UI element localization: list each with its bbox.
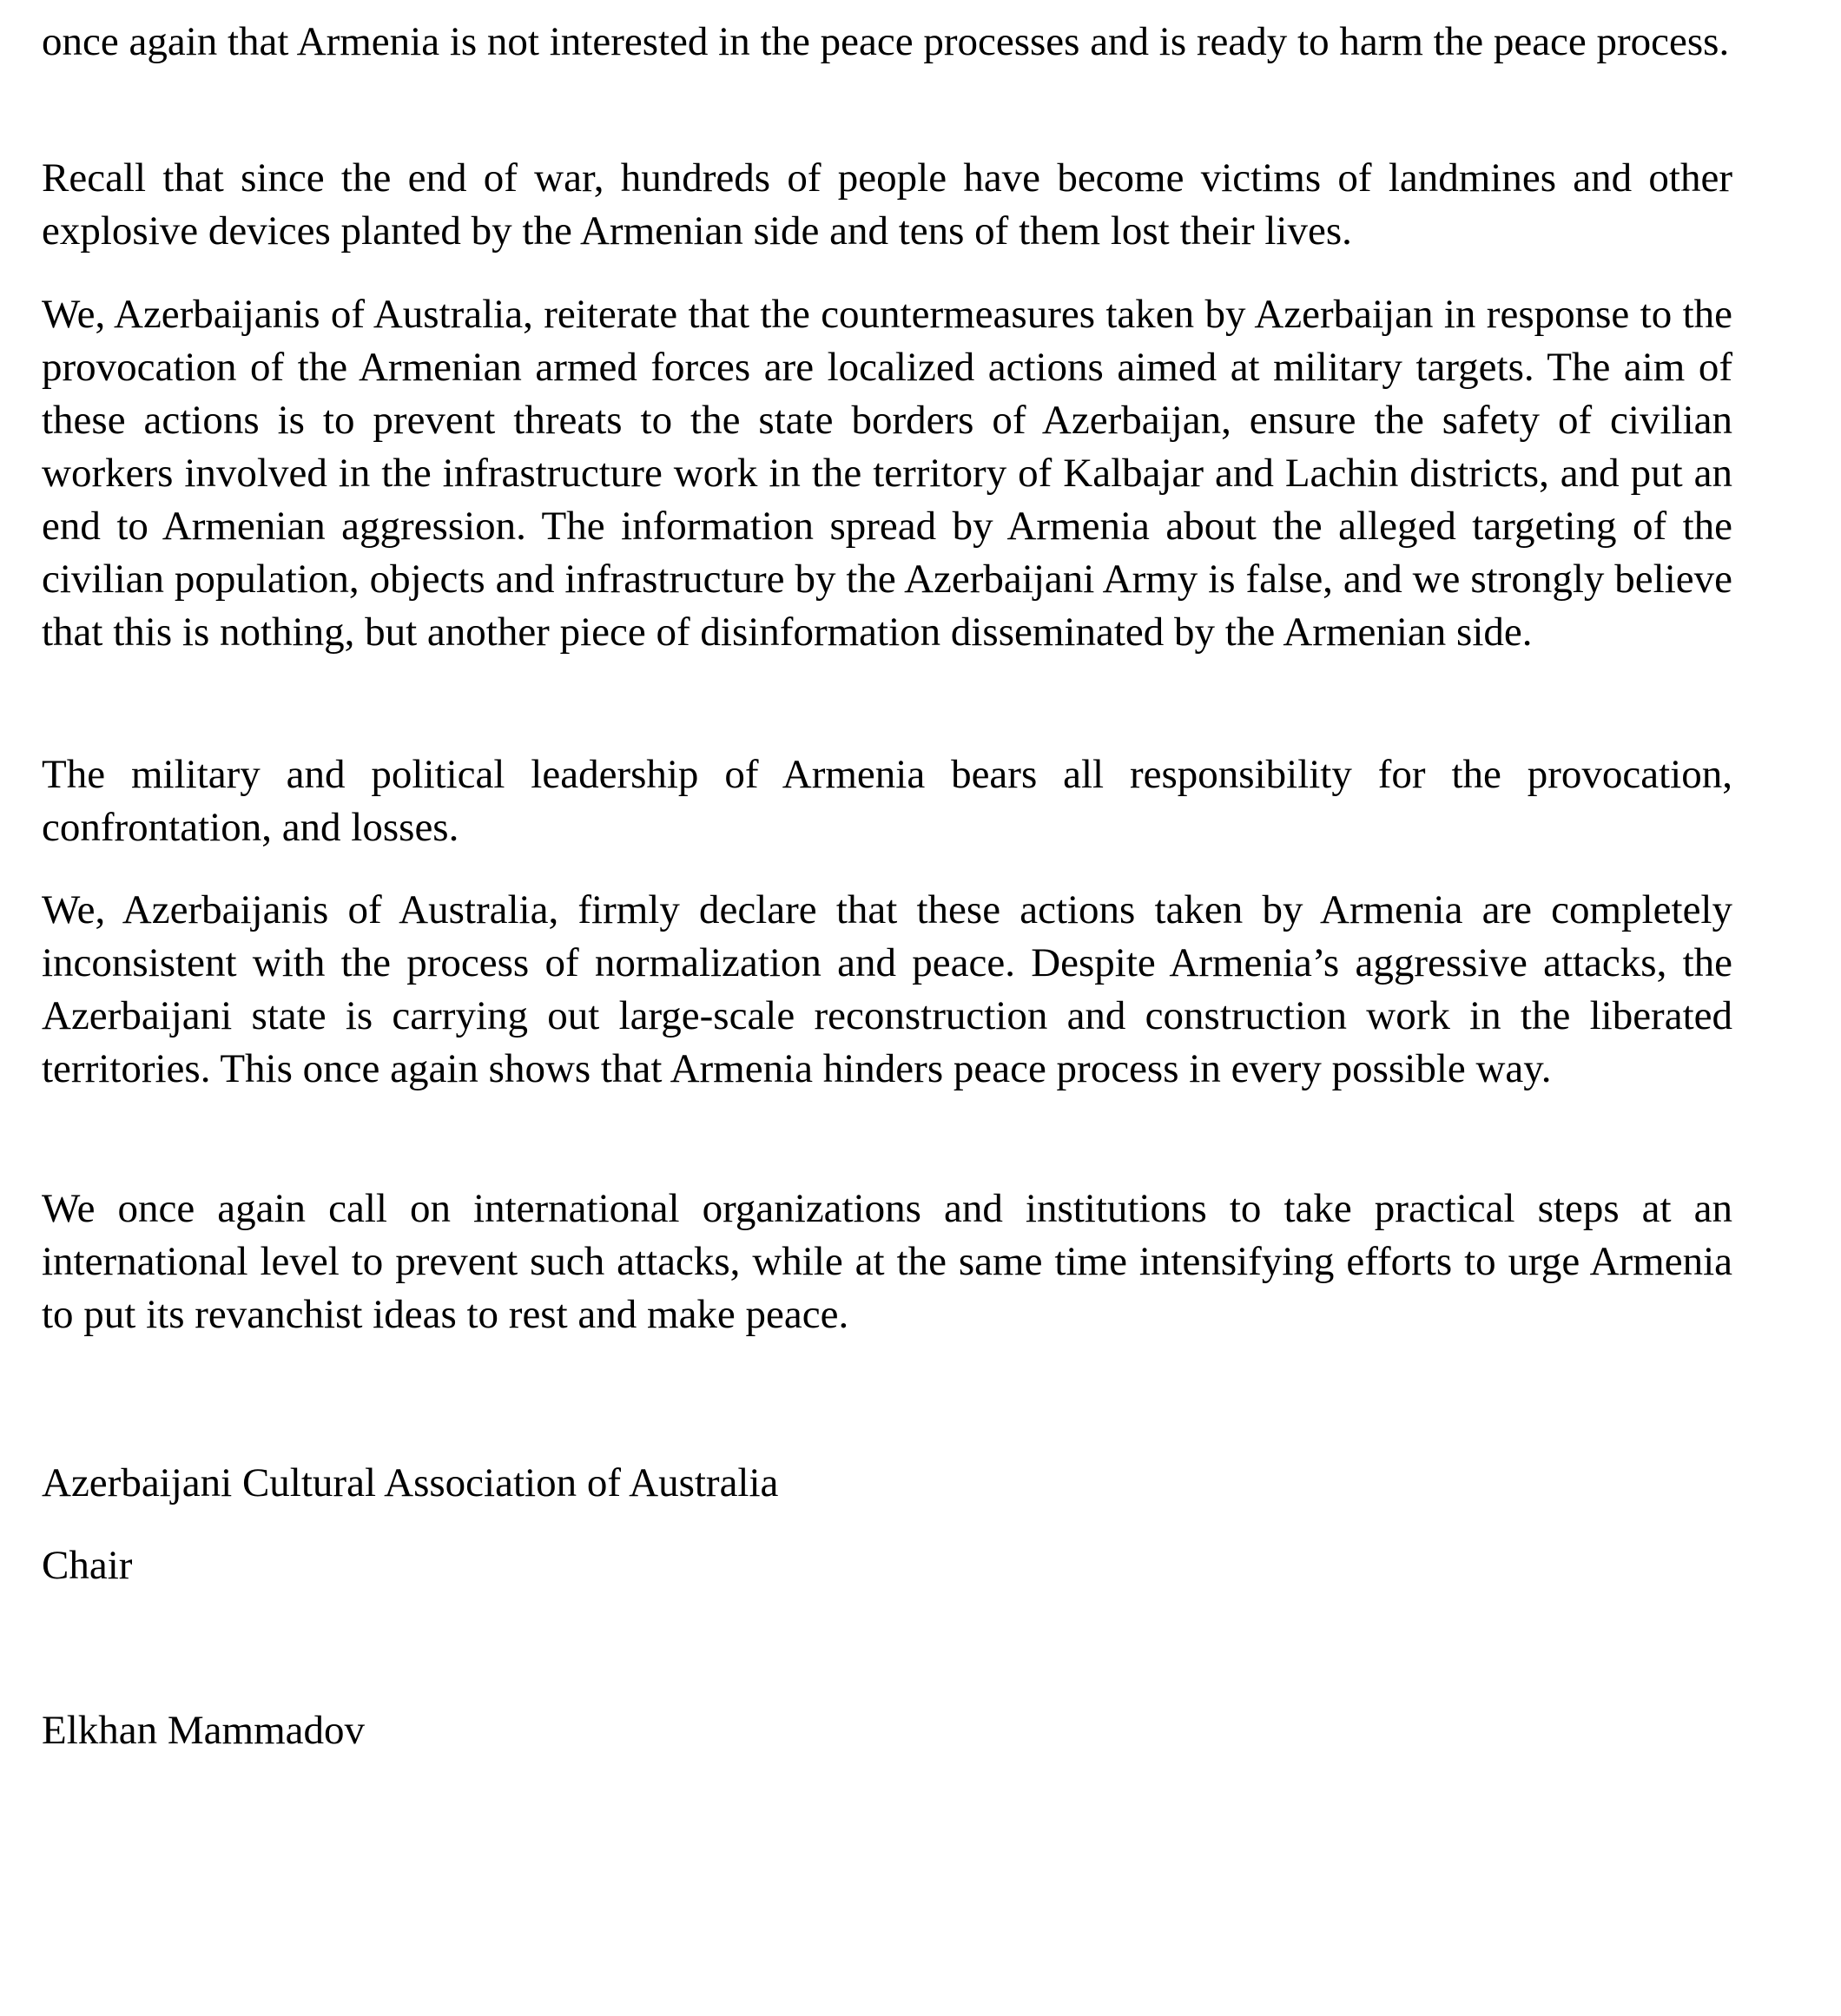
signature-title: Chair [42,1543,133,1588]
signature-organization: Azerbaijani Cultural Association of Australia [42,1460,779,1505]
signature-name: Elkhan Mammadov [42,1708,366,1753]
paragraph-landmine-victims: Recall that since the end of war, hundreds of people have become victims of landmines and other explosive devices planted by the Armenian side and tens of them lost their lives. [42,155,1732,254]
paragraph-responsibility: The military and political leadership of Armenia bears all responsibility for the provocation, confrontation, and losses. [42,752,1732,850]
paragraph-call-to-action: We once again call on international organizations and institutions to take practical steps at an international level to prevent such attacks, while at the same time intensifying efforts to urge Armenia to put its revanchist ideas to rest and make peace. [42,1186,1732,1337]
paragraph-declaration: We, Azerbaijanis of Australia, firmly declare that these actions taken by Armenia are completely inconsistent with the process of normalization and peace. Despite Armenia’s aggressive attacks, the Azerbaijani state is carrying out large-scale reconstruction and construction work in the liberated territories. This once again shows that Armenia hinders peace process in every possible way. [42,887,1732,1091]
paragraph-peace-process: once again that Armenia is not interested in the peace processes and is ready to harm the peace process. [42,19,1730,64]
paragraph-countermeasures: We, Azerbaijanis of Australia, reiterate that the countermeasures taken by Azerbaijan in response to the provocation of the Armenian armed forces are localized actions aimed at military targets. The aim of these actions is to prevent threats to the state borders of Azerbaijan, ensure the safety of civilian workers involved in the infrastructure work in the territory of Kalbajar and Lachin districts, and put an end to Armenian aggression. The information spread by Armenia about the alleged targeting of the civilian population, objects and infrastructure by the Azerbaijani Army is false, and we strongly believe that this is nothing, but another piece of disinformation disseminated by the Armenian side. [42,292,1732,655]
